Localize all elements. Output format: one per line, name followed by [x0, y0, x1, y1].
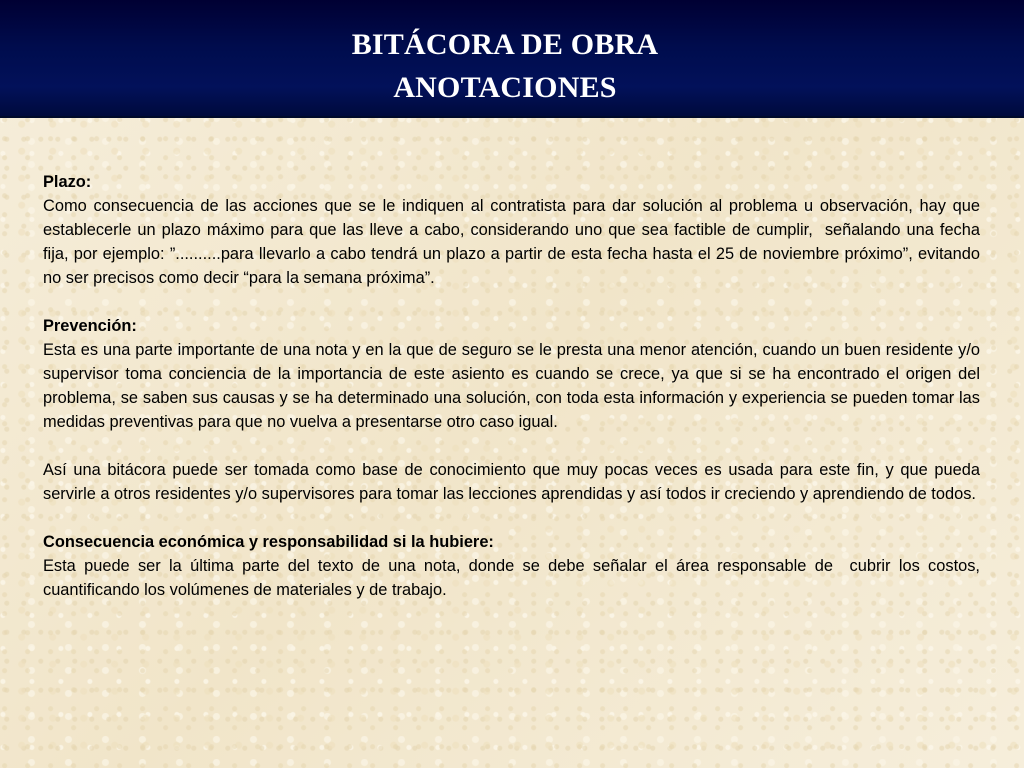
title-banner: [0, 0, 1024, 118]
section-heading-consecuencia: Consecuencia económica y responsabilidad si la hubiere:: [43, 533, 494, 551]
section-heading-prevencion: Prevención:: [43, 317, 137, 335]
slide-subtitle: ANOTACIONES: [393, 71, 617, 104]
section-heading-plazo: Plazo:: [43, 173, 92, 191]
section-text-plazo: Como consecuencia de las acciones que se le indiquen al contratista para dar solución al problema u observación, hay que establecerle un plazo máximo para que las lleve a cabo, considerando uno que sea factible de cumplir, señalando una fecha fija, por ejemplo: ”..........para llevarlo a cabo tendrá un plazo a partir de esta fecha hasta el 25 de noviembre próximo”, evitando no ser precisos como decir “para la semana próxima”.: [43, 197, 985, 287]
slide-body: [43, 170, 985, 602]
section-plazo: [43, 170, 985, 290]
section-text-consecuencia: Esta puede ser la última parte del texto de una nota, donde se debe señalar el área responsable de cubrir los costos, cuantificando los volúmenes de materiales y de trabajo.: [43, 557, 985, 599]
section-bitacora-conocimiento: [43, 458, 985, 506]
slide-title: BITÁCORA DE OBRA: [351, 28, 659, 61]
section-consecuencia: [43, 530, 985, 602]
section-text-bitacora: Así una bitácora puede ser tomada como base de conocimiento que muy pocas veces es usada para este fin, y que pueda servirle a otros residentes y/o supervisores para tomar las lecciones aprendidas y así todos ir creciendo y aprendiendo de todos.: [43, 461, 985, 503]
section-text-prevencion: Esta es una parte importante de una nota y en la que de seguro se le presta una menor atención, cuando un buen residente y/o supervisor toma conciencia de la importancia de este asiento es cuando se crece, ya que si se ha encontrado el origen del problema, se saben sus causas y se ha determinado una solución, con toda esta información y experiencia se pueden tomar las medidas preventivas para que no vuelva a presentarse otro caso igual.: [43, 341, 985, 431]
section-prevencion: [43, 314, 985, 434]
